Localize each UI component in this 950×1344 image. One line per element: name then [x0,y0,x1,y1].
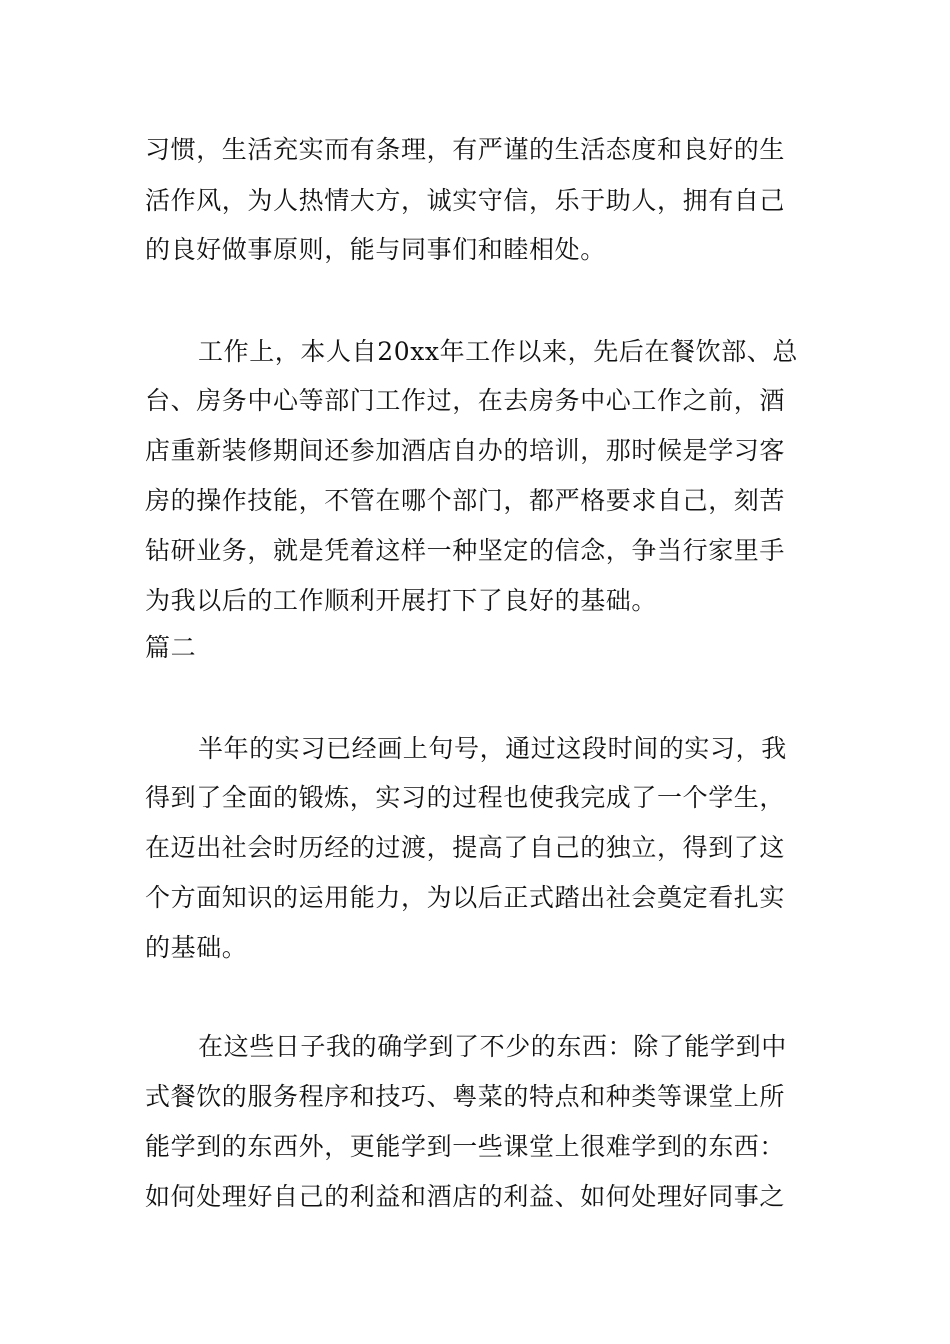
text-line: 在这些日子我的确学到了不少的东西：除了能学到中 [198,1032,787,1061]
text-line: 个方面知识的运用能力，为以后正式踏出社会奠定看扎实 [145,883,786,912]
text-line: 的良好做事原则，能与同事们和睦相处。 [145,235,606,264]
text-line: 式餐饮的服务程序和技巧、粤菜的特点和种类等课堂上所 [145,1082,786,1111]
text-line: 能学到的东西外，更能学到一些课堂上很难学到的东西： [145,1132,786,1161]
text-line: 习惯，生活充实而有条理，有严谨的生活态度和良好的生 [145,135,786,164]
text-line: 钻研业务，就是凭着这样一种坚定的信念，争当行家里手 [145,536,786,565]
text-line: 台、房务中心等部门工作过，在去房务中心工作之前，酒 [145,386,786,415]
text-line: 得到了全面的锻炼，实习的过程也使我完成了一个学生， [145,783,786,812]
text-line: 房的操作技能，不管在哪个部门，都严格要求自己，刻苦 [145,486,786,515]
text-line: 半年的实习已经画上句号，通过这段时间的实习，我 [198,734,787,763]
text-line: 如何处理好自己的利益和酒店的利益、如何处理好同事之 [145,1182,786,1211]
text-line: 活作风，为人热情大方，诚实守信，乐于助人，拥有自己 [145,186,786,215]
text-line: 店重新装修期间还参加酒店自办的培训，那时候是学习客 [145,436,786,465]
text-line: 的基础。 [145,933,248,962]
section-heading: 篇二 [145,633,197,662]
text-line: 工作上，本人自20xx年工作以来，先后在餐饮部、总 [198,337,799,366]
text-line: 在迈出社会时历经的过渡，提高了自己的独立，得到了这 [145,833,786,862]
text-line: 为我以后的工作顺利开展打下了良好的基础。 [145,586,658,615]
